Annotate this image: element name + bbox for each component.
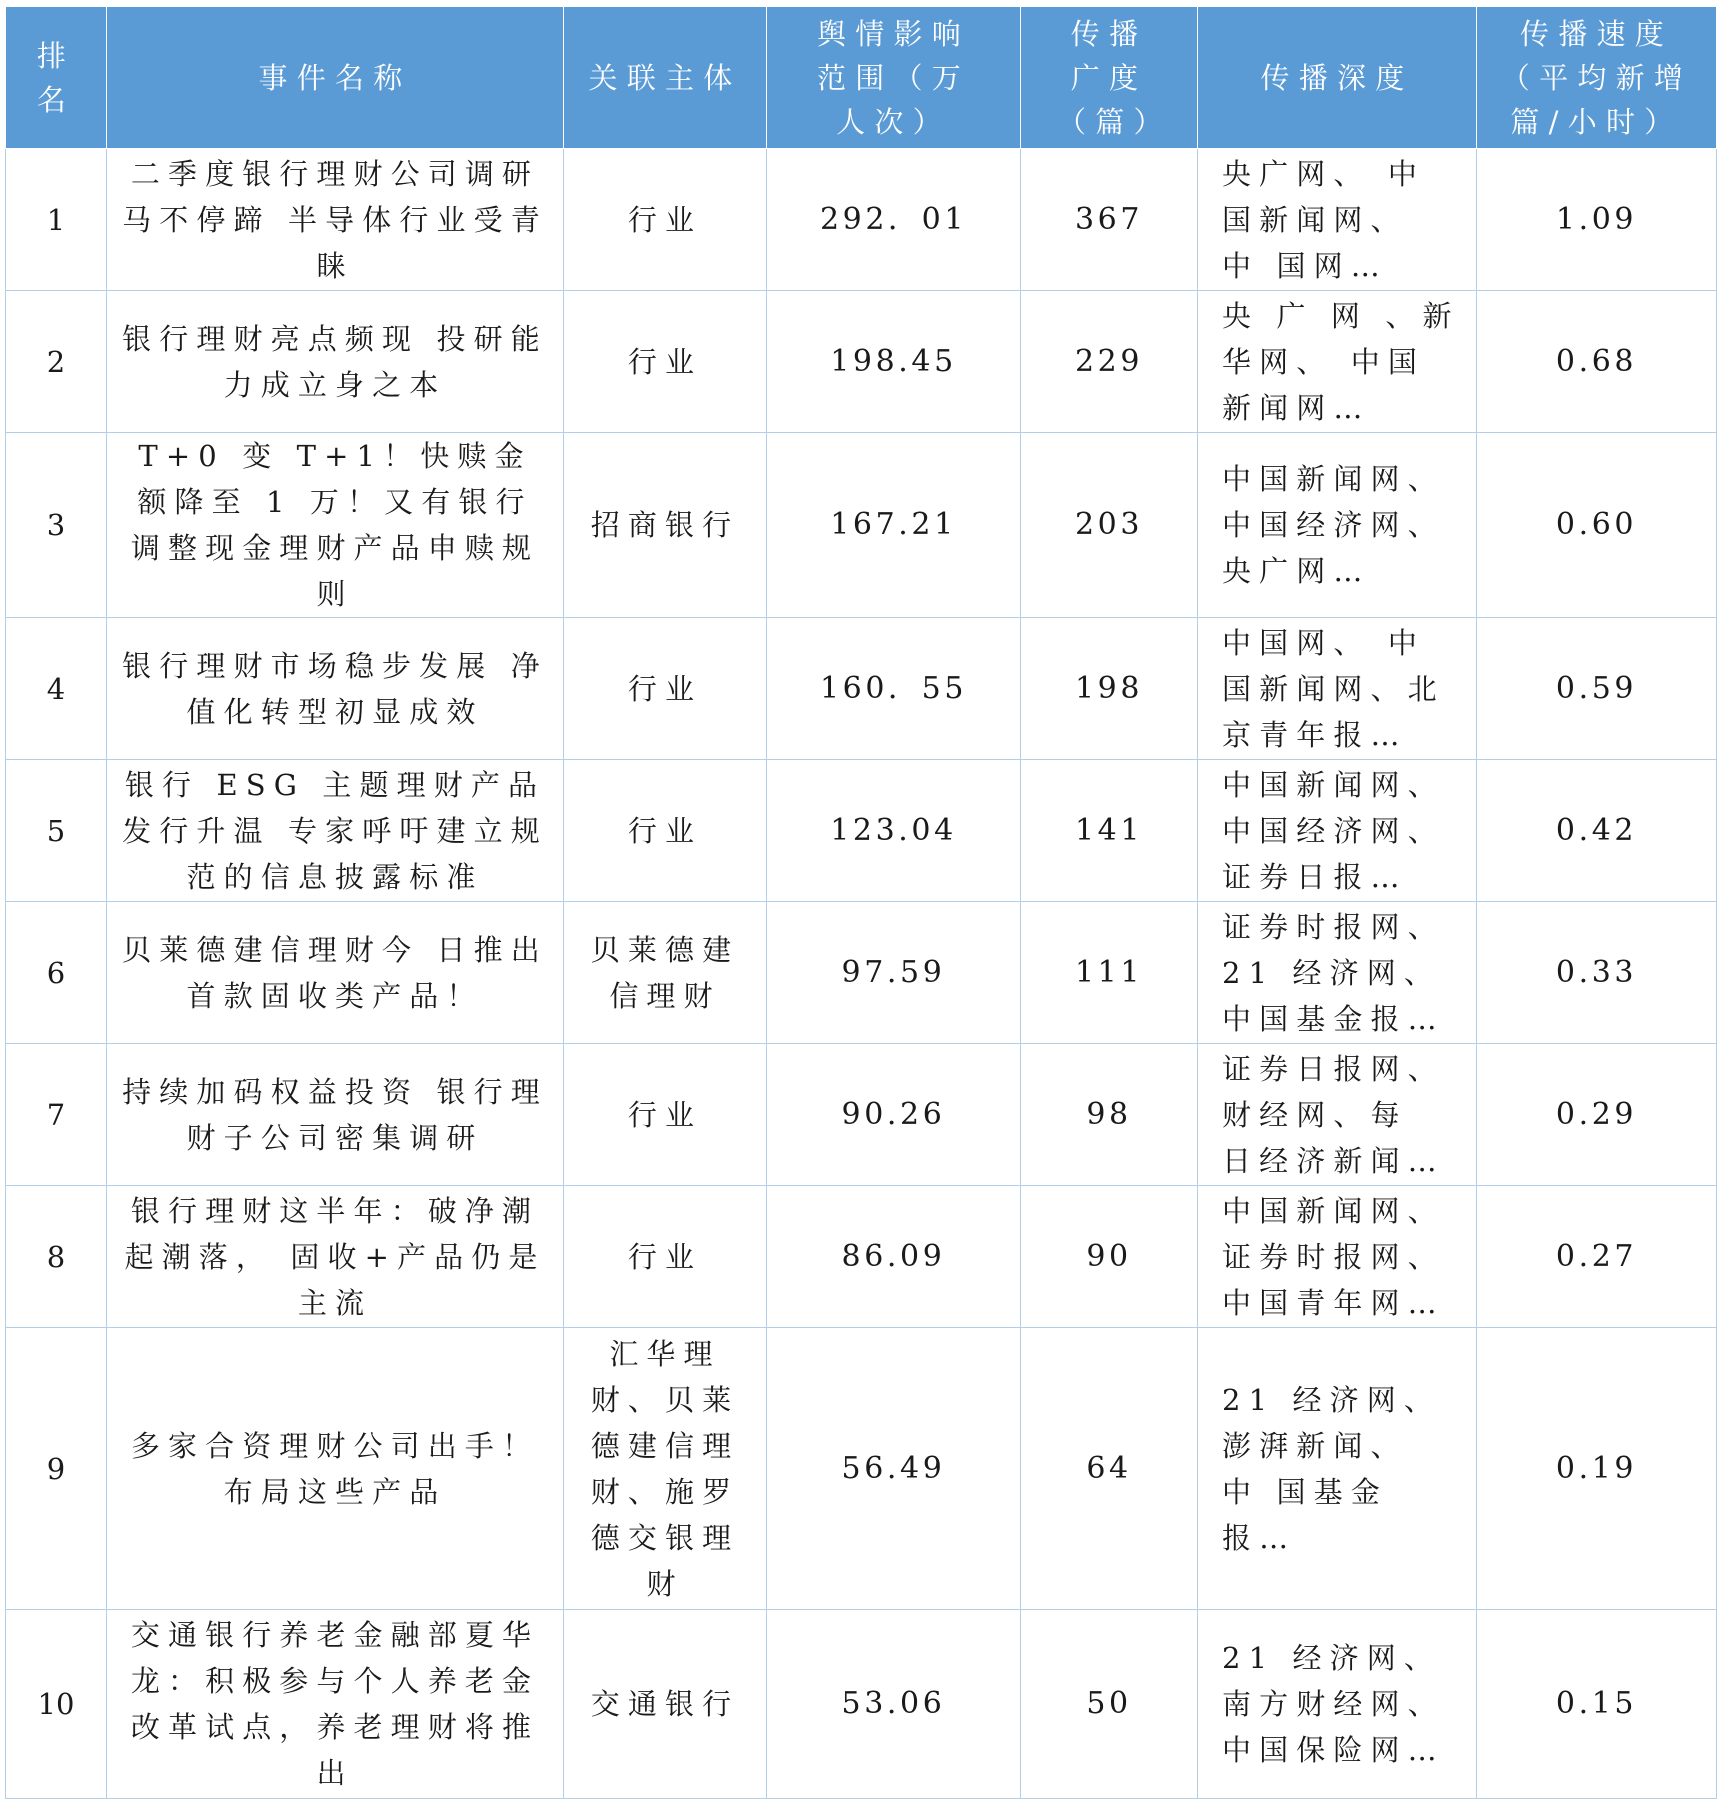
table-row: [6, 618, 1717, 760]
cell-depth: 证券时报网、21 经济网、 中国基金报…: [1198, 902, 1477, 1044]
cell-breadth: 203: [1021, 433, 1198, 618]
cell-depth: 中国新闻网、中国经济网、证券日报…: [1198, 760, 1477, 902]
table-row: [6, 1044, 1717, 1186]
ranking-table-container: [5, 6, 1716, 1799]
cell-breadth: 229: [1021, 291, 1198, 433]
table-row: [6, 291, 1717, 433]
cell-event-name: 贝莱德建信理财今 日推出首款固收类产品！: [107, 902, 564, 1044]
cell-reach: 160．55: [767, 618, 1021, 760]
cell-depth: 央 广 网 、新华网、 中国新闻网…: [1198, 291, 1477, 433]
cell-depth: 央广网、 中 国新闻网、 中 国网…: [1198, 149, 1477, 291]
cell-subject: 行业: [564, 1186, 767, 1328]
cell-subject: 行业: [564, 618, 767, 760]
cell-rank: 2: [6, 291, 107, 433]
cell-rank: 7: [6, 1044, 107, 1186]
cell-speed: 0.27: [1477, 1186, 1717, 1328]
cell-subject: 行业: [564, 149, 767, 291]
cell-subject: 行业: [564, 1044, 767, 1186]
cell-event-name: 银行 ESG 主题理财产品发行升温 专家呼吁建立规范的信息披露标准: [107, 760, 564, 902]
table-row: [6, 433, 1717, 618]
header-breadth: 传播广度（篇）: [1021, 7, 1198, 149]
table-row: [6, 149, 1717, 291]
table-row: [6, 760, 1717, 902]
header-row: [6, 7, 1717, 149]
cell-rank: 1: [6, 149, 107, 291]
cell-reach: 292．01: [767, 149, 1021, 291]
cell-breadth: 111: [1021, 902, 1198, 1044]
cell-speed: 0.42: [1477, 760, 1717, 902]
cell-speed: 0.68: [1477, 291, 1717, 433]
cell-subject: 招商银行: [564, 433, 767, 618]
cell-reach: 86.09: [767, 1186, 1021, 1328]
cell-rank: 4: [6, 618, 107, 760]
cell-event-name: 银行理财亮点频现 投研能力成立身之本: [107, 291, 564, 433]
cell-depth: 21 经济网、澎湃新闻、 中 国基金报…: [1198, 1328, 1477, 1610]
table-row: [6, 1328, 1717, 1610]
cell-breadth: 141: [1021, 760, 1198, 902]
cell-breadth: 90: [1021, 1186, 1198, 1328]
cell-subject: 交通银行: [564, 1610, 767, 1799]
cell-reach: 123.04: [767, 760, 1021, 902]
table-body: [6, 149, 1717, 1799]
cell-depth: 证券日报网、财经网、每 日经济新闻…: [1198, 1044, 1477, 1186]
cell-event-name: 银行理财这半年：破净潮起潮落， 固收+产品仍是主流: [107, 1186, 564, 1328]
cell-rank: 8: [6, 1186, 107, 1328]
cell-rank: 5: [6, 760, 107, 902]
cell-speed: 0.59: [1477, 618, 1717, 760]
cell-rank: 6: [6, 902, 107, 1044]
header-reach: 舆情影响范围（万人次）: [767, 7, 1021, 149]
cell-event-name: 交通银行养老金融部夏华龙：积极参与个人养老金改革试点，养老理财将推出: [107, 1610, 564, 1799]
table-row: [6, 1610, 1717, 1799]
cell-reach: 90.26: [767, 1044, 1021, 1186]
cell-reach: 97.59: [767, 902, 1021, 1044]
cell-speed: 0.15: [1477, 1610, 1717, 1799]
header-rank: 排名: [6, 7, 107, 149]
cell-depth: 21 经济网、南方财经网、 中国保险网…: [1198, 1610, 1477, 1799]
cell-event-name: 多家合资理财公司出手！布局这些产品: [107, 1328, 564, 1610]
cell-reach: 56.49: [767, 1328, 1021, 1610]
cell-breadth: 50: [1021, 1610, 1198, 1799]
cell-breadth: 64: [1021, 1328, 1198, 1610]
cell-speed: 0.29: [1477, 1044, 1717, 1186]
cell-event-name: 持续加码权益投资 银行理财子公司密集调研: [107, 1044, 564, 1186]
cell-reach: 167.21: [767, 433, 1021, 618]
cell-speed: 0.60: [1477, 433, 1717, 618]
cell-breadth: 198: [1021, 618, 1198, 760]
ranking-table: [5, 6, 1717, 1799]
header-depth: 传播深度: [1198, 7, 1477, 149]
table-row: [6, 902, 1717, 1044]
cell-speed: 1.09: [1477, 149, 1717, 291]
cell-rank: 10: [6, 1610, 107, 1799]
cell-event-name: 二季度银行理财公司调研马不停蹄 半导体行业受青睐: [107, 149, 564, 291]
cell-event-name: T+0 变 T+1！快赎金额降至 1 万！又有银行调整现金理财产品申赎规则: [107, 433, 564, 618]
table-header: [6, 7, 1717, 149]
cell-reach: 198.45: [767, 291, 1021, 433]
cell-speed: 0.33: [1477, 902, 1717, 1044]
cell-speed: 0.19: [1477, 1328, 1717, 1610]
cell-subject: 行业: [564, 291, 767, 433]
cell-event-name: 银行理财市场稳步发展 净值化转型初显成效: [107, 618, 564, 760]
cell-subject: 行业: [564, 760, 767, 902]
header-subject: 关联主体: [564, 7, 767, 149]
cell-rank: 3: [6, 433, 107, 618]
table-row: [6, 1186, 1717, 1328]
cell-breadth: 367: [1021, 149, 1198, 291]
cell-depth: 中国新闻网、中国经济网、央广网…: [1198, 433, 1477, 618]
cell-reach: 53.06: [767, 1610, 1021, 1799]
cell-breadth: 98: [1021, 1044, 1198, 1186]
header-event-name: 事件名称: [107, 7, 564, 149]
cell-depth: 中国新闻网、证券时报网、中国青年网…: [1198, 1186, 1477, 1328]
cell-subject: 贝莱德建信理财: [564, 902, 767, 1044]
cell-subject: 汇华理财、贝莱德建信理财、施罗德交银理财: [564, 1328, 767, 1610]
cell-depth: 中国网、 中 国新闻网、北京青年报…: [1198, 618, 1477, 760]
cell-rank: 9: [6, 1328, 107, 1610]
header-speed: 传播速度（平均新增篇/小时）: [1477, 7, 1717, 149]
